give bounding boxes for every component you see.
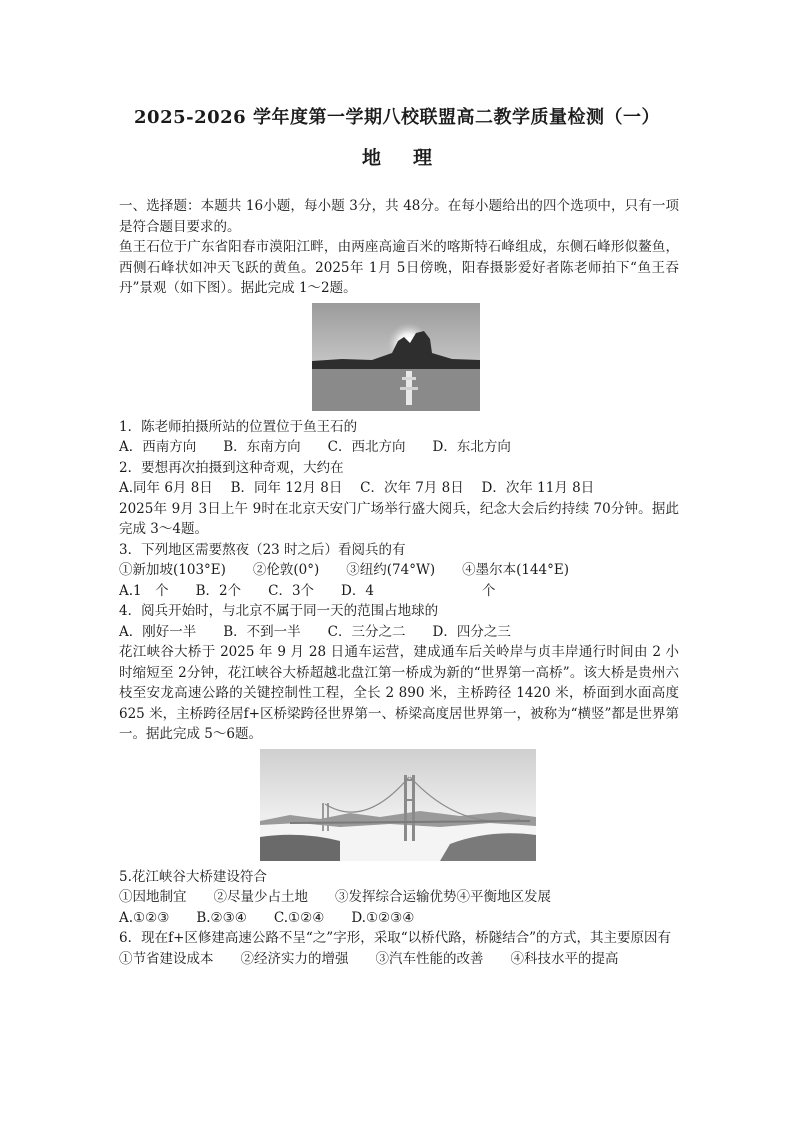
q4-options: A．刚好一半 B．不到一半 C．三分之二 D．四分之三 — [119, 623, 511, 640]
sunset-photo-graphic — [312, 303, 480, 411]
suspension-bridge-photo — [260, 749, 536, 861]
exam-title: 2025-2026 学年度第一学期八校联盟高二教学质量检测（一） — [134, 107, 660, 128]
sunset-over-rock-photo — [312, 303, 480, 411]
q1-stem: 1．陈老师拍摄所站的位置位于鱼王石的 — [119, 418, 358, 435]
q3-places: ①新加坡(103°E) ②伦敦(0°) ③纽约(74°W) ④墨尔本(144°E) — [119, 562, 570, 578]
q3-stem: 3．下列地区需要熬夜（23 时之后）看阅兵的有 — [119, 541, 406, 558]
q5-items: ①因地制宜 ②尽量少占土地 ③发挥综合运输优势④平衡地区发展 — [119, 889, 551, 905]
q1-options: A．西南方向 B．东南方向 C．西北方向 D．东北方向 — [119, 439, 511, 455]
bridge-photo-graphic — [260, 749, 536, 861]
passage-1: 鱼王石位于广东省阳春市漠阳江畔，由两座高逾百米的喀斯特石峰组成，东侧石峰形似鳌鱼，西侧石峰状如冲天飞跃的黄鱼。2025年 1月 5日傍晚，阳春摄影爱好者陈老师拍下“鱼王吞丹”景观（如下图）。据此完成 1～2题。 — [119, 239, 679, 296]
q6-stem: 6．现在f+区修建高速公路不呈“之”字形，采取“以桥代路，桥隧结合”的方式，其主要原因有 — [119, 930, 672, 946]
passage-3: 花江峡谷大桥于 2025 年 9 月 28 日通车运营，建成通车后关岭岸与贞丰岸通行时间由 2 小时缩短至 2分钟，花江峡谷大桥超越北盘江第一桥成为新的“世界第一高桥”。该大桥是贵州六枝至安龙高速公路的关键控制性工程，全长 2 890 米，主桥跨径 1420 米，桥面到水面高度 625 米，主桥跨径居f+区桥梁跨径世界第一、桥梁高度居世界第一，被称为“横竖”都是世界第一。据此完成 5～6题。 — [119, 644, 679, 742]
subject-title: 地理 — [361, 147, 464, 169]
q2-options: A.同年 6月 8日 B．同年 12月 8日 C．次年 7月 8日 D．次年 11月 8日 — [119, 480, 595, 496]
q3-options: A.1 个 B．2个 C．3个 D．4 个 — [119, 582, 496, 599]
passage-2: 2025年 9月 3日上午 9时在北京天安门广场举行盛大阅兵，纪念大会后约持续 70分钟。据此完成 3～4题。 — [119, 500, 679, 537]
q6-items: ①节省建设成本 ②经济实力的增强 ③汽车性能的改善 ④科技水平的提高 — [119, 950, 619, 967]
section-intro: 一、选择题：本题共 16小题，每小题 3分，共 48分。在每小题给出的四个选项中，只有一项是符合题目要求的。 — [119, 198, 679, 235]
q5-stem: 5.花江峡谷大桥建设符合 — [119, 868, 267, 885]
exam-body — [119, 196, 679, 969]
q5-options: A.①②③ B.②③④ C.①②④ D.①②③④ — [119, 909, 415, 926]
q4-stem: 4．阅兵开始时，与北京不属于同一天的范围占地球的 — [119, 603, 439, 619]
q2-stem: 2．要想再次拍摄到这种奇观，大约在 — [119, 459, 344, 476]
